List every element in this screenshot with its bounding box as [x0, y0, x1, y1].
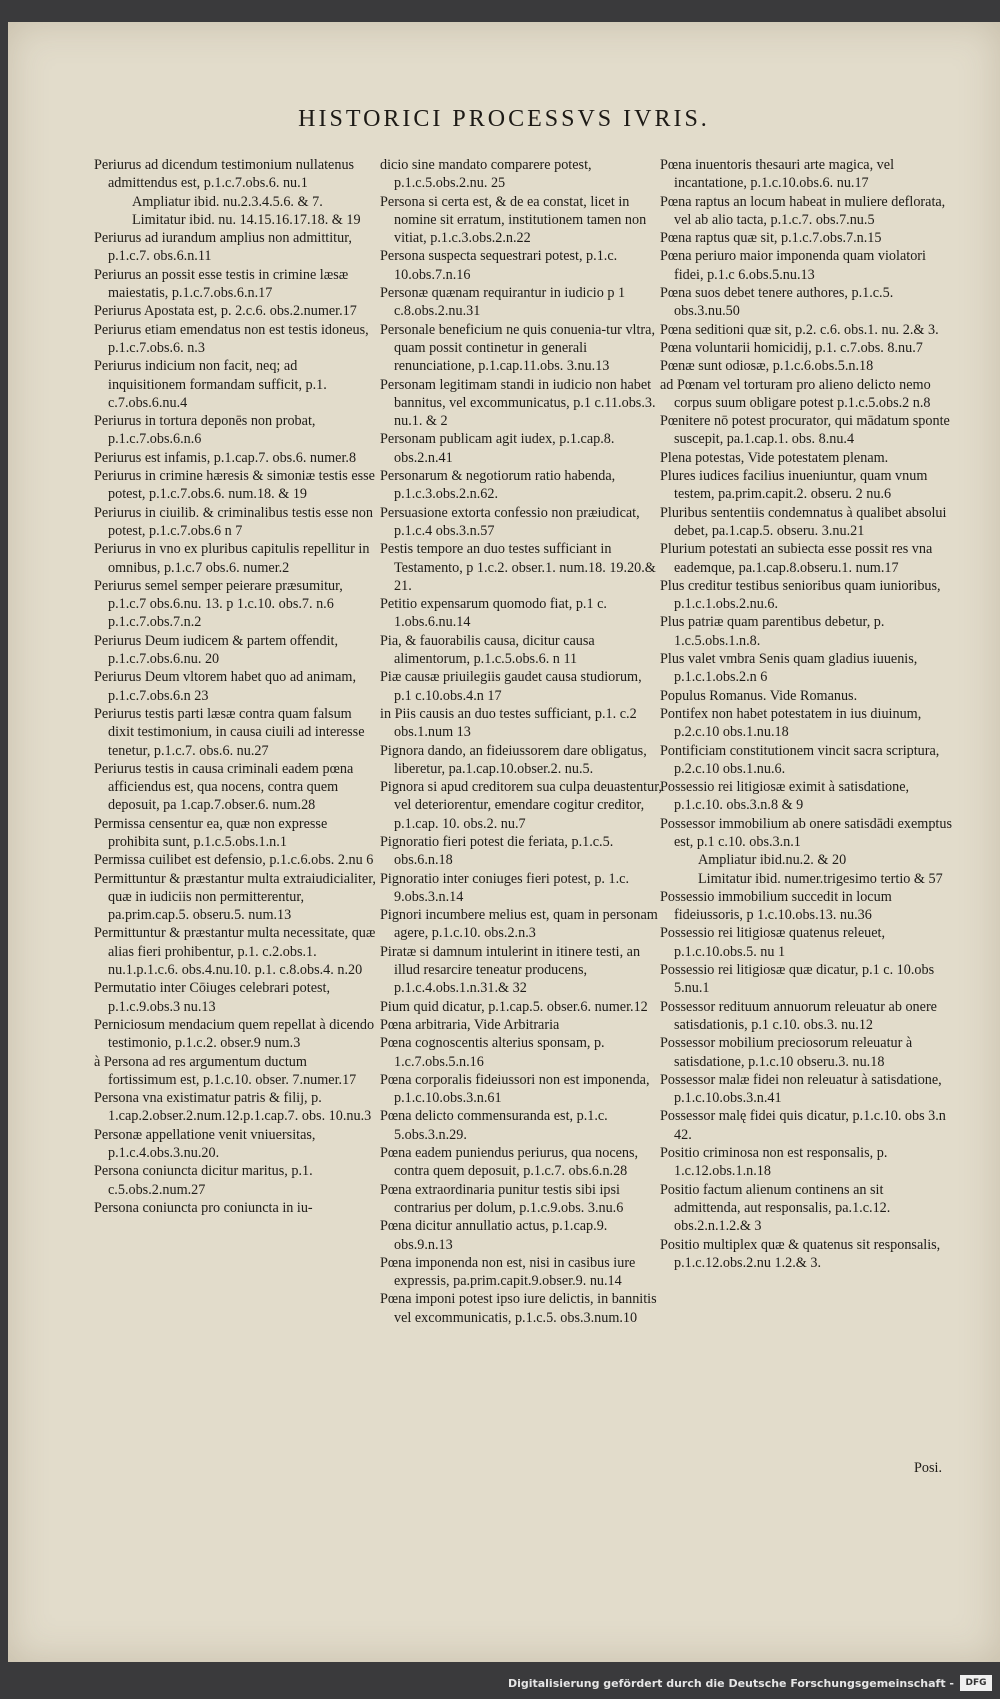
index-entry: Periurus semel semper peierare præsumitur, p.1.c.7 obs.6.nu. 13. p 1.c.10. obs.7. n.6 p.1.c.7.obs.7.n.2 — [94, 577, 343, 631]
index-entry: Pignora dando, an fideiussorem dare obligatus, liberetur, pa.1.cap.10.obser.2. nu.5. — [380, 742, 647, 777]
index-entry: Pœna eadem puniendus periurus, qua nocens, contra quem deposuit, p.1.c.7. obs.6.n.28 — [380, 1145, 639, 1180]
index-entry: Possessor redituum annuorum releuatur ab onere satisdationis, p.1 c.10. obs.3. nu.12 — [660, 998, 937, 1033]
index-entry: Positio criminosa non est responsalis, p. 1.c.12.obs.1.n.18 — [660, 1145, 888, 1180]
index-entry: Pœna dicitur annullatio actus, p.1.cap.9. obs.9.n.13 — [380, 1218, 608, 1253]
index-entry: Pœna arbitraria, Vide Arbitraria — [380, 1016, 560, 1033]
index-entry: Plena potestas, Vide potestatem plenam. — [660, 449, 889, 466]
index-entry: Plures iudices facilius inueniuntur, quam vnum testem, pa.prim.capit.2. obseru. 2 nu.6 — [660, 468, 928, 503]
index-entry: Persona coniuncta dicitur maritus, p.1. c.5.obs.2.num.27 — [94, 1163, 313, 1198]
index-entry: Positio multiplex quæ & quatenus sit responsalis, p.1.c.12.obs.2.nu 1.2.& 3. — [660, 1236, 941, 1271]
index-entry: Pœna inuentoris thesauri arte magica, vel incantatione, p.1.c.10.obs.6. nu.17 — [660, 157, 895, 192]
index-entry: Petitio expensarum quomodo fiat, p.1 c. 1.obs.6.nu.14 — [380, 596, 607, 631]
index-entry: Persona suspecta sequestrari potest, p.1.c. 10.obs.7.n.16 — [380, 248, 618, 283]
index-entry: Personæ appellatione venit vniuersitas, p.1.c.4.obs.3.nu.20. — [94, 1126, 316, 1162]
index-entry: Pœna raptus quæ sit, p.1.c.7.obs.7.n.15 — [660, 230, 882, 247]
index-entry: Possessio immobilium succedit in locum fideiussoris, p 1.c.10.obs.13. nu.36 — [660, 888, 892, 924]
index-entry: Periurus an possit esse testis in crimine læsæ maiestatis, p.1.c.7.obs.6.n.17 — [94, 266, 349, 302]
index-entry: Ampliatur ibid.nu.2. & 20 — [698, 852, 847, 869]
digitization-footer — [0, 1671, 1000, 1699]
index-entry: Periurus testis parti læsæ contra quam falsum dixit testimonium, in causa ciuili ad interesse tenetur, p.1.c.7. obs.6. nu.27 — [94, 705, 365, 759]
index-entry: Possessio rei litigiosæ eximit à satisdatione, p.1.c.10. obs.3.n.8 & 9 — [660, 779, 910, 814]
index-entry: Plus creditur testibus senioribus quam iunioribus, p.1.c.1.obs.2.nu.6. — [660, 577, 941, 613]
index-entry: Persona vna existimatur patris & filij, p. 1.cap.2.obser.2.num.12.p.1.cap.7. obs. 10.nu.3 — [94, 1090, 372, 1125]
index-entry: in Piis causis an duo testes sufficiant, p.1. c.2 obs.1.num 13 — [380, 705, 637, 741]
funding-notice: Digitalisierung gefördert durch die Deutsche Forschungsgemeinschaft - — [507, 1677, 954, 1690]
index-entry: Periurus Deum iudicem & partem offendit, p.1.c.7.obs.6.nu. 20 — [94, 632, 339, 668]
index-entry: Personæ quænam requirantur in iudicio p 1 c.8.obs.2.nu.31 — [380, 285, 626, 320]
index-entry: Pœna corporalis fideiussori non est imponenda, p.1.c.10.obs.3.n.61 — [380, 1071, 650, 1107]
index-entry: Pignoratio inter coniuges fieri potest, p. 1.c. 9.obs.3.n.14 — [380, 870, 630, 905]
index-entry: Permittuntur & præstantur multa extraiudicialiter, quæ in iudiciis non permitterentur, pa.prim.cap.5. obseru.5. num.13 — [94, 870, 376, 924]
index-entry: Pœna raptus an locum habeat in muliere deflorata, vel ab alio tacta, p.1.c.7. obs.7.nu.5 — [660, 193, 946, 228]
index-column-left — [94, 156, 376, 1217]
index-entry: Limitatur ibid. nu. 14.15.16.17.18. & 19 — [132, 211, 361, 228]
index-entry: Permittuntur & præstantur multa necessitate, quæ alias fieri prohibentur, p.1. c.2.obs.1. nu.1.p.1.c.6. obs.4.nu.10. p.1. c.8.obs.4. n.20 — [94, 925, 376, 979]
index-entry: Pœnitere nō potest procurator, qui mādatum sponte suscepit, pa.1.cap.1. obs. 8.nu.4 — [660, 413, 950, 448]
index-entry: Personarum & negotiorum ratio habenda, p.1.c.3.obs.2.n.62. — [380, 468, 616, 503]
index-entry: Pignora si apud creditorem sua culpa deuastentur, vel deteriorentur, emendare cogitur creditor, p.1.cap. 10. obs.2. nu.7 — [380, 779, 662, 832]
dfg-logo: DFG — [960, 1675, 992, 1691]
index-entry: Pontifex non habet potestatem in ius diuinum, p.2.c.10 obs.1.nu.18 — [660, 705, 922, 741]
index-entry: Pignori incumbere melius est, quam in personam agere, p.1.c.10. obs.2.n.3 — [380, 907, 658, 942]
index-entry: Positio factum alienum continens an sit admittenda, aut responsalis, pa.1.c.12. obs.2.n.1.2.& 3 — [660, 1181, 891, 1235]
index-entry: Perniciosum mendacium quem repellat à dicendo testimonio, p.1.c.2. obser.9 num.3 — [94, 1016, 375, 1052]
index-entry: Periurus ad iurandum amplius non admittitur, p.1.c.7. obs.6.n.11 — [94, 230, 352, 265]
index-entry: Possessor mobilium preciosorum releuatur à satisdatione, p.1.c.10 obseru.3. nu.18 — [660, 1035, 913, 1070]
index-entry: Pium quid dicatur, p.1.cap.5. obser.6. numer.12 — [380, 998, 648, 1015]
index-entry: Plus patriæ quam parentibus debetur, p. 1.c.5.obs.1.n.8. — [660, 614, 885, 649]
index-entry: Periurus in tortura deponēs non probat, p.1.c.7.obs.6.n.6 — [94, 413, 316, 448]
index-entry: Pœna seditioni quæ sit, p.2. c.6. obs.1. nu. 2.& 3. — [660, 321, 939, 338]
index-column-right — [660, 156, 952, 1272]
index-entry: Ampliatur ibid. nu.2.3.4.5.6. & 7. — [132, 193, 323, 210]
index-entry: Pestis tempore an duo testes sufficiant in Testamento, p 1.c.2. obser.1. num.18. 19.20.& 21. — [380, 541, 656, 594]
index-entry: Pœna suos debet tenere authores, p.1.c.5. obs.3.nu.50 — [660, 285, 894, 320]
index-entry: Persuasione extorta confessio non præiudicat, p.1.c.4 obs.3.n.57 — [380, 504, 640, 539]
index-entry: Populus Romanus. Vide Romanus. — [660, 687, 858, 704]
index-entry: Personale beneficium ne quis conuenia-tur vltra, quam possit continetur in generali renunciatione, p.1.cap.11.obs. 3.nu.13 — [380, 321, 655, 375]
index-entry: Periurus Deum vltorem habet quo ad animam, p.1.c.7.obs.6.n 23 — [94, 669, 357, 704]
index-entry: à Persona ad res argumentum ductum fortissimum est, p.1.c.10. obser. 7.numer.17 — [94, 1053, 357, 1088]
running-header: HISTORICI PROCESSVS IVRIS. — [298, 106, 710, 132]
index-entry: Permutatio inter Cōiuges celebrari potest, p.1.c.9.obs.3 nu.13 — [94, 980, 330, 1015]
index-entry: dicio sine mandato comparere potest, p.1.c.5.obs.2.nu. 25 — [380, 157, 592, 192]
index-entry: Pœna periuro maior imponenda quam violatori fidei, p.1.c 6.obs.5.nu.13 — [660, 248, 926, 283]
index-entry: Pia, & fauorabilis causa, dicitur causa alimentorum, p.1.c.5.obs.6. n 11 — [380, 632, 595, 668]
index-entry: Periurus in ciuilib. & criminalibus testis esse non potest, p.1.c.7.obs.6 n 7 — [94, 504, 373, 539]
index-entry: Pœna cognoscentis alterius sponsam, p. 1.c.7.obs.5.n.16 — [380, 1035, 605, 1070]
index-entry: Periurus etiam emendatus non est testis idoneus, p.1.c.7.obs.6. n.3 — [94, 321, 369, 356]
index-entry: Permissa cuilibet est defensio, p.1.c.6.obs. 2.nu 6 — [94, 852, 374, 869]
index-entry: Possessor malæ fidei non releuatur à satisdatione, p.1.c.10.obs.3.n.41 — [660, 1071, 942, 1107]
index-entry: Possessio rei litigiosæ quatenus releuet, p.1.c.10.obs.5. nu 1 — [660, 925, 886, 960]
index-entry: Periurus indicium non facit, neq; ad inquisitionem formandam sufficit, p.1. c.7.obs.6.nu.4 — [94, 358, 327, 411]
book-page — [8, 22, 1000, 1662]
index-entry: Pœna delicto commensuranda est, p.1.c. 5.obs.3.n.29. — [380, 1108, 608, 1143]
index-entry: Periurus ad dicendum testimonium nullatenus admittendus est, p.1.c.7.obs.6. nu.1 — [94, 157, 355, 192]
index-entry: Periurus est infamis, p.1.cap.7. obs.6. numer.8 — [94, 449, 357, 466]
index-entry: Piæ causæ priuilegiis gaudet causa studiorum, p.1 c.10.obs.4.n 17 — [380, 669, 642, 704]
index-entry: Personam legitimam standi in iudicio non habet bannitus, vel excommunicatus, p.1 c.11.obs.3. nu.1. & 2 — [380, 376, 656, 430]
index-entry: Piratæ si damnum intulerint in itinere testi, an illud resarcire teneatur producens, p.1.c.4.obs.1.n.31.& 32 — [380, 943, 641, 997]
index-entry: Pœna extraordinaria punitur testis sibi ipsi contrarius per dolum, p.1.c.9.obs. 3.nu.6 — [380, 1181, 624, 1216]
index-entry: Pœna voluntarii homicidij, p.1. c.7.obs. 8.nu.7 — [660, 339, 923, 356]
catchword: Posi. — [914, 1460, 942, 1476]
index-entry: Personam publicam agit iudex, p.1.cap.8. obs.2.n.41 — [380, 431, 615, 466]
index-entry: ad Pœnam vel torturam pro alieno delicto nemo corpus suum obligare potest p.1.c.5.obs.2 n.8 — [660, 376, 931, 411]
index-entry: Possessor malę fidei quis dicatur, p.1.c.10. obs 3.n 42. — [660, 1108, 946, 1143]
index-entry: Persona si certa est, & de ea constat, licet in nomine sit erratum, institutionem tamen non vitiat, p.1.c.3.obs.2.n.22 — [380, 193, 647, 247]
index-entry: Possessio rei litigiosæ quæ dicatur, p.1 c. 10.obs 5.nu.1 — [660, 962, 935, 997]
index-entry: Permissa censentur ea, quæ non expresse prohibita sunt, p.1.c.5.obs.1.n.1 — [94, 815, 328, 850]
index-entry: Pœna imponi potest ipso iure delictis, in bannitis vel excommunicatis, p.1.c.5. obs.3.num.10 — [380, 1291, 657, 1326]
index-entry: Plus valet vmbra Senis quam gladius iuuenis, p.1.c.1.obs.2.n 6 — [660, 651, 918, 686]
index-entry: Limitatur ibid. numer.trigesimo tertio & 57 — [698, 870, 943, 887]
index-entry: Possessor immobilium ab onere satisdādi exemptus est, p.1 c.10. obs.3.n.1 — [660, 815, 952, 850]
index-entry: Pluribus sententiis condemnatus à qualibet absolui debet, pa.1.cap.5. obseru. 3.nu.21 — [660, 504, 947, 539]
index-entry: Pignoratio fieri potest die feriata, p.1.c.5. obs.6.n.18 — [380, 833, 614, 869]
index-entry: Persona coniuncta pro coniuncta in iu- — [94, 1199, 313, 1216]
index-entry: Pœna imponenda non est, nisi in casibus iure expressis, pa.prim.capit.9.obser.9. nu.14 — [380, 1254, 636, 1290]
index-entry: Periurus in vno ex pluribus capitulis repellitur in omnibus, p.1.c.7 obs.6. numer.2 — [94, 541, 370, 576]
index-entry: Pontificiam constitutionem vincit sacra scriptura, p.2.c.10 obs.1.nu.6. — [660, 742, 940, 777]
index-entry: Periurus testis in causa criminali eadem pœna afficiendus est, qua nocens, contra quem deposuit, pa 1.cap.7.obser.6. num.28 — [94, 760, 354, 814]
index-entry: Plurium potestati an subiecta esse possit res vna eademque, pa.1.cap.8.obseru.1. num.17 — [660, 541, 933, 576]
index-entry: Periurus in crimine hæresis & simoniæ testis esse potest, p.1.c.7.obs.6. num.18. & 19 — [94, 468, 375, 503]
index-entry: Pœnæ sunt odiosæ, p.1.c.6.obs.5.n.18 — [660, 358, 874, 375]
index-column-middle — [380, 156, 662, 1327]
index-entry: Periurus Apostata est, p. 2.c.6. obs.2.numer.17 — [94, 303, 357, 320]
